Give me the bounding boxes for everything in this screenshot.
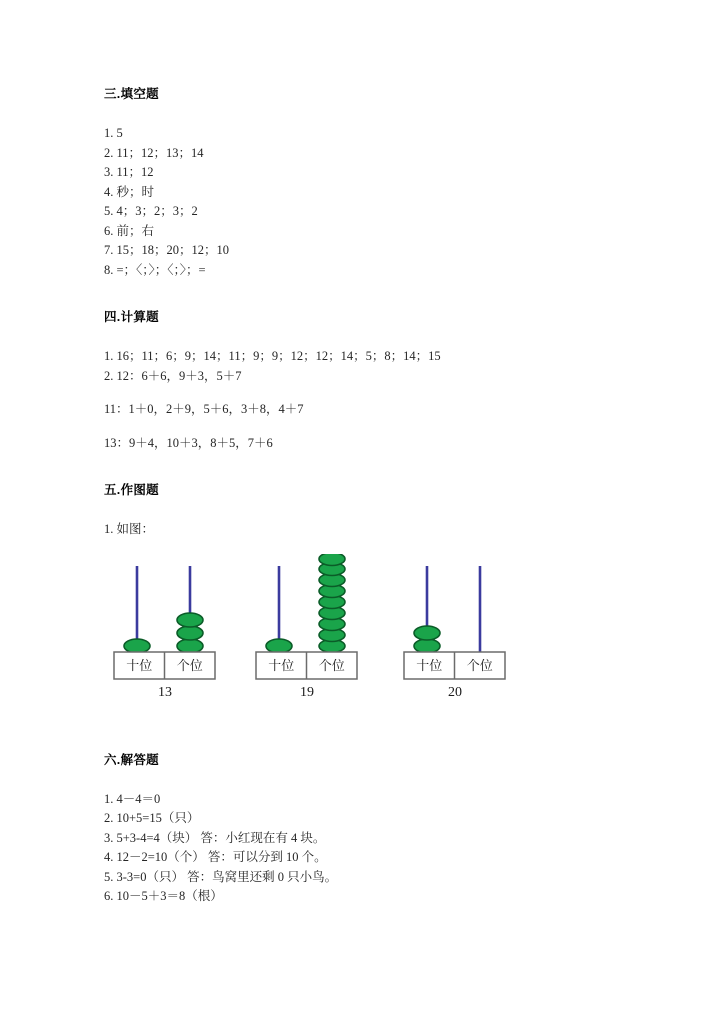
answer-line: 3. 5+3-4=4（块） 答：小红现在有 4 块。 — [104, 830, 326, 845]
tens-place-label: 十位 — [126, 657, 153, 673]
section-fill-in-the-blank — [104, 84, 624, 280]
abacus-figure-group — [104, 554, 624, 714]
section-drawing — [104, 480, 624, 714]
section-heading-drawing: 五.作图题 — [104, 483, 159, 497]
place-value-labels — [114, 655, 215, 676]
place-value-labels — [256, 655, 357, 676]
abacus-caption: 20 — [448, 684, 462, 700]
ones-place-label: 个位 — [466, 657, 493, 673]
answer-line: 7. 15；18；20；12；10 — [104, 243, 230, 257]
answer-line: 1. 5 — [104, 126, 123, 140]
abacus-caption: 19 — [300, 684, 314, 700]
tens-beads — [266, 639, 292, 653]
answer-line: 5. 4；3；2；3；2 — [104, 204, 198, 218]
answer-line: 11：1＋0，2＋9，5＋6，3＋8，4＋7 — [104, 402, 304, 416]
answer-line: 3. 11；12 — [104, 165, 154, 179]
answer-line: 6. 前；右 — [104, 223, 155, 238]
answer-line: 1. 16；11；6；9；14；11；9；9；12；12；14；5；8；14；15 — [104, 349, 441, 363]
answer-line: 1. 4－4＝0 — [104, 791, 161, 806]
abacus-19 — [252, 554, 362, 701]
abacus-caption: 13 — [158, 684, 172, 700]
tens-place-label: 十位 — [268, 657, 295, 673]
answer-line: 2. 11；12；13；14 — [104, 145, 204, 160]
answer-line: 6. 10－5＋3＝8（根） — [104, 889, 223, 903]
page-content — [104, 84, 624, 907]
answer-line: 4. 秒；时 — [104, 184, 155, 199]
section-heading-calculation: 四.计算题 — [104, 310, 159, 324]
abacus-20 — [400, 554, 510, 701]
section-heading-fill-in-the-blank: 三.填空题 — [104, 87, 159, 101]
answer-line: 1. 如图： — [104, 522, 155, 536]
tens-place-label: 十位 — [416, 657, 443, 673]
ones-beads — [177, 613, 203, 653]
answer-line: 8. =；〈；〉；〈；〉；= — [104, 262, 206, 277]
section-heading-word-problems: 六.解答题 — [104, 752, 159, 767]
answer-line: 4. 12－2=10（个） 答：可以分到 10 个。 — [104, 850, 327, 864]
ones-beads — [319, 554, 345, 653]
ones-place-label: 个位 — [176, 657, 203, 673]
ones-place-label: 个位 — [318, 657, 345, 673]
abacus-13 — [110, 554, 220, 701]
answer-line: 13：9＋4，10＋3，8＋5，7＋6 — [104, 435, 273, 450]
section-word-problems — [104, 750, 624, 907]
answer-line: 2. 12：6＋6，9＋3，5＋7 — [104, 368, 242, 383]
section-calculation — [104, 307, 624, 453]
answer-line: 5. 3-3=0（只） 答：鸟窝里还剩 0 只小鸟。 — [104, 869, 338, 884]
place-value-labels — [404, 655, 505, 676]
tens-beads — [124, 639, 150, 653]
answer-line: 2. 10+5=15（只） — [104, 811, 200, 825]
tens-beads — [414, 626, 440, 653]
